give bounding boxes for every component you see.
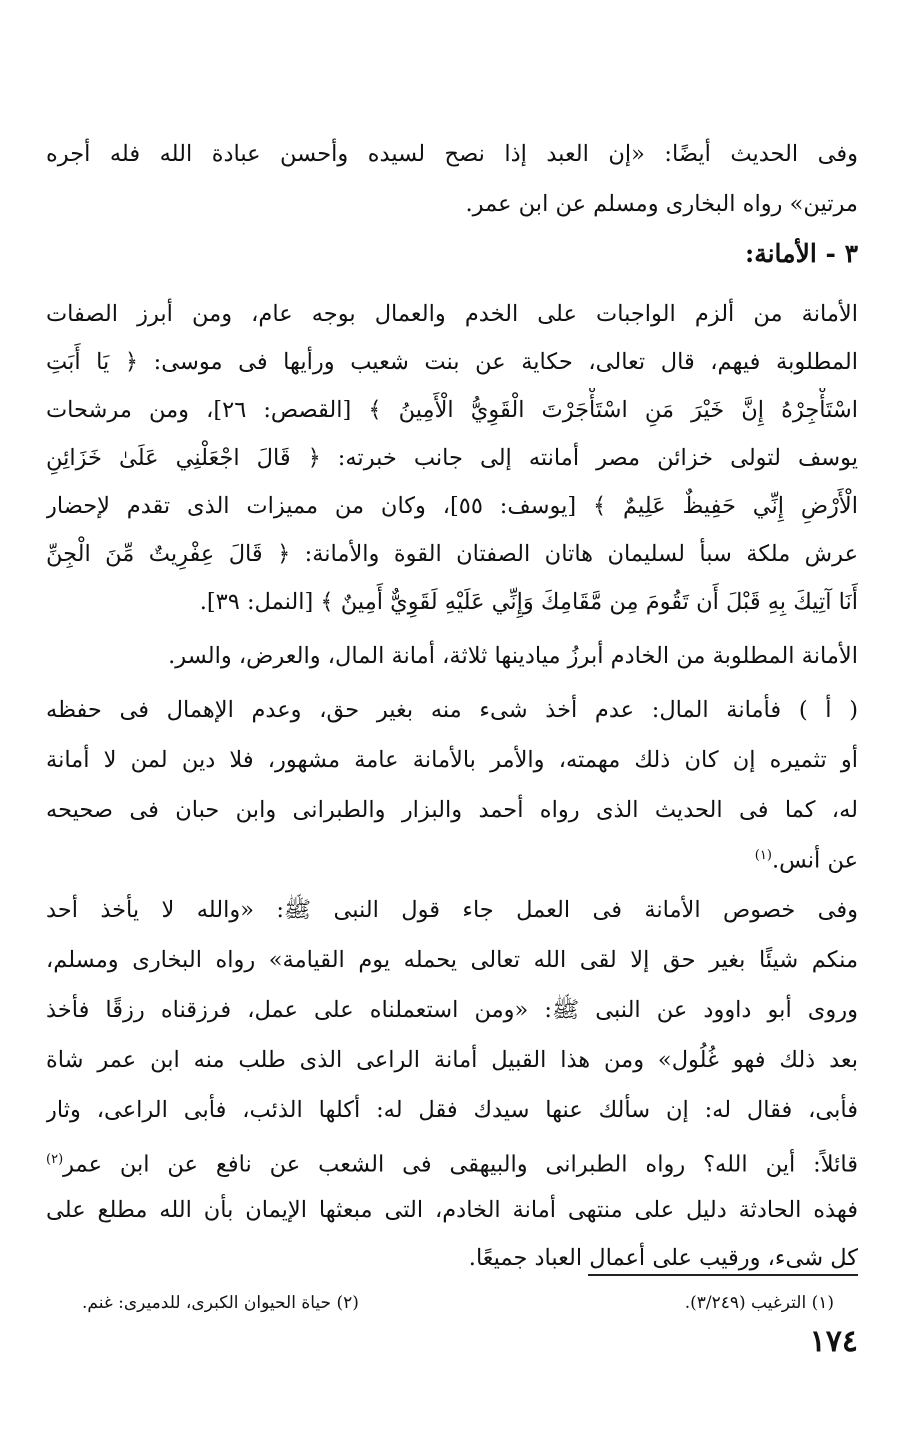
footnote-2: (٢) حياة الحيوان الكبرى، للدميرى: غنم. <box>82 1293 359 1313</box>
text-line: الْأَرْضِ إِنِّي حَفِيظٌ عَلِيمٌ ﴾ [يوسف: ٥٥]، وكان من مميزات الذى تقدم لإحضار <box>46 493 858 519</box>
text-line: وروى أبو داوود عن النبى ﷺ: «ومن استعملناه على عمل، فرزقناه رزقًا فأخذ <box>46 997 858 1023</box>
footnote-ref: (١) <box>754 848 772 863</box>
text-line: وفى خصوص الأمانة فى العمل جاء قول النبى ﷺ: «والله لا يأخذ أحد <box>46 897 858 923</box>
text-line: فأبى، فقال له: إن سألك عنها سيدك فقل له: أكلها الذئب، فأبى الراعى، وثار <box>46 1097 858 1123</box>
text-line: المطلوبة فيهم، قال تعالى، حكاية عن بنت شعيب ورأيها فى موسى: ﴿ يَا أَبَتِ <box>46 349 858 375</box>
page-number: ١٧٤ <box>809 1324 858 1359</box>
text-line: منكم شيئًا بغير حق إلا لقى الله تعالى يحمله يوم القيامة» رواه البخارى ومسلم، <box>46 947 858 973</box>
text-line <box>46 834 858 883</box>
text-line: مرتين» رواه البخارى ومسلم عن ابن عمر. <box>465 191 858 217</box>
text-line: فهذه الحادثة دليل على منتهى أمانة الخادم، التى مبعثها الإيمان بأن الله مطلع على <box>46 1197 858 1223</box>
text-line: ( أ ) فأمانة المال: عدم أخذ شىء منه بغير حق، وعدم الإهمال فى حفظه <box>46 697 858 723</box>
text-line: بعد ذلك فهو غُلُول» ومن هذا القبيل أمانة الراعى الذى طلب منه ابن عمر شاة <box>46 1047 858 1073</box>
text-line <box>46 1138 858 1187</box>
text-line: اسْتَأْجِرْهُ إِنَّ خَيْرَ مَنِ اسْتَأْجَرْتَ الْقَوِيُّ الْأَمِينُ ﴾ [القصص: ٢٦]، ومن مرشحات <box>46 397 858 423</box>
footnote-ref: (٢) <box>46 1152 64 1167</box>
text-line: أو تثميره إن كان ذلك مهمته، والأمر بالأمانة عامة مشهور، فلا دين لمن لا أمانة <box>46 747 858 773</box>
text-line: يوسف لتولى خزائن مصر أمانته إلى جانب خبرته: ﴿ قَالَ اجْعَلْنِي عَلَىٰ خَزَائِنِ <box>46 445 858 471</box>
footnote-divider <box>588 1274 858 1276</box>
text-line: عرش ملكة سبأ لسليمان هاتان الصفتان القوة والأمانة: ﴿ قَالَ عِفْرِيتٌ مِّنَ الْجِنِّ <box>46 541 858 567</box>
text-line: الأمانة المطلوبة من الخادم أبرزُ ميادينها ثلاثة، أمانة المال، والعرض، والسر. <box>168 643 858 669</box>
section-heading: ٣ - الأمانة: <box>744 239 858 268</box>
text-line-content: عن أنس. <box>771 847 858 874</box>
text-line: كل شىء، ورقيب على أعمال العباد جميعًا. <box>468 1245 858 1271</box>
text-line: الأمانة من ألزم الواجبات على الخدم والعمال بوجه عام، ومن أبرز الصفات <box>46 301 858 327</box>
text-line: أَنَا آتِيكَ بِهِ قَبْلَ أَن تَقُومَ مِن مَّقَامِكَ وَإِنِّي عَلَيْهِ لَقَوِيٌّ أَمِينٌ ﴾ [النمل: ٣٩]. <box>199 589 858 615</box>
text-line-content: قائلاً: أين الله؟ رواه الطبرانى والبيهقى فى الشعب عن نافع عن ابن عمر <box>63 1151 858 1178</box>
text-line: وفى الحديث أيضًا: «إن العبد إذا نصح لسيده وأحسن عبادة الله فله أجره <box>46 141 858 167</box>
text-line: له، كما فى الحديث الذى رواه أحمد والبزار والطبرانى وابن حبان فى صحيحه <box>46 797 858 823</box>
footnote-1: (١) الترغيب (٣/٢٤٩). <box>684 1293 834 1313</box>
